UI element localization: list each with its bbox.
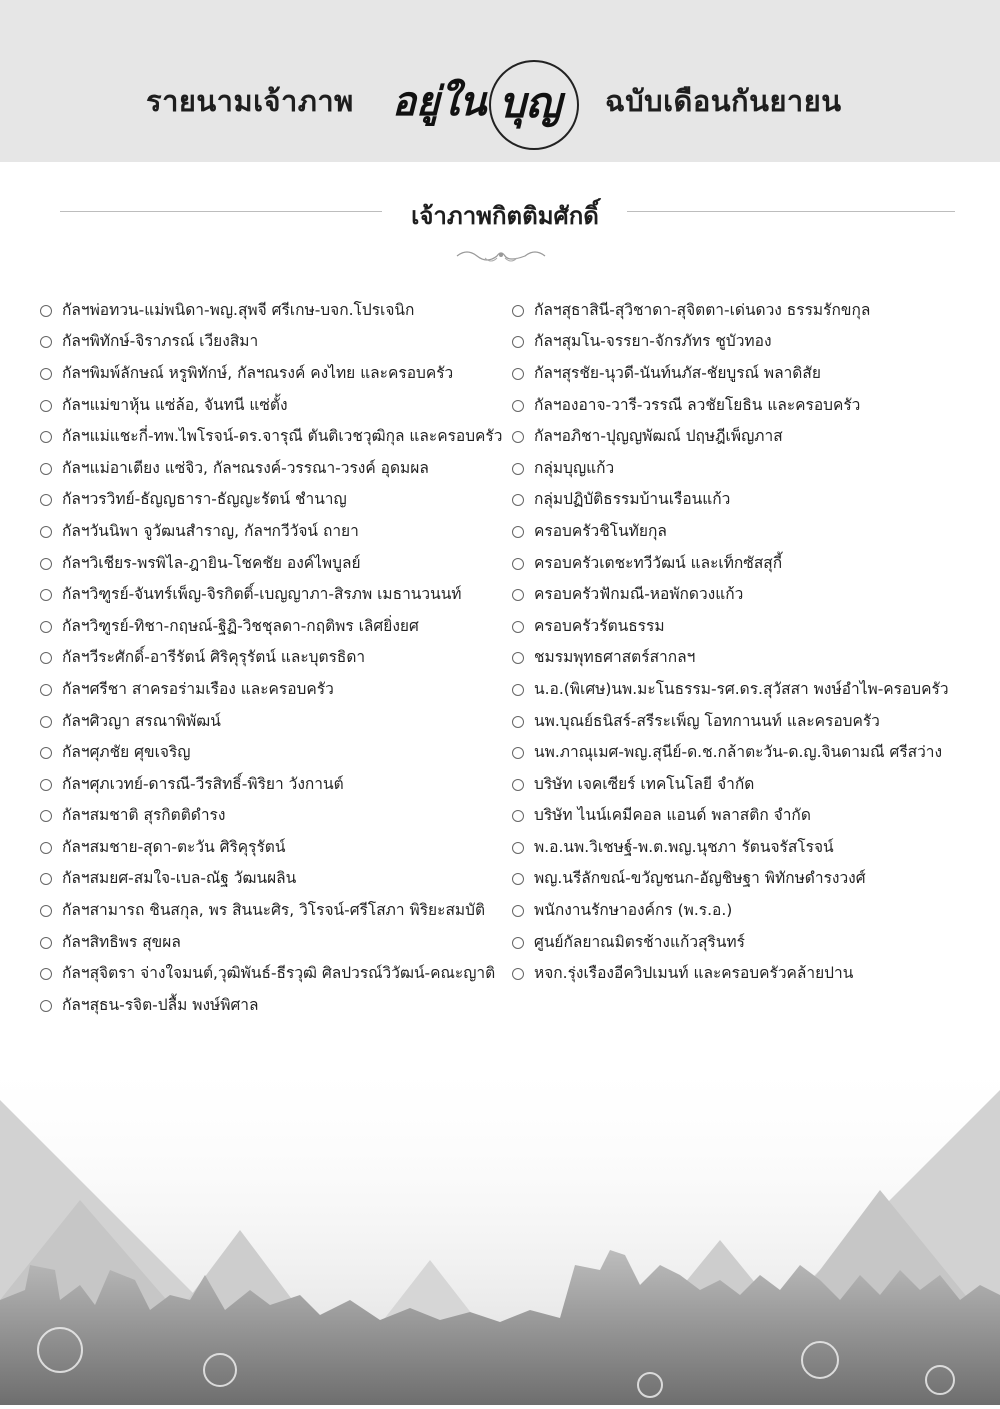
list-item-text: กลุ่มบุญแก้ว xyxy=(534,458,615,477)
list-item xyxy=(512,768,982,800)
bullet-circle-icon xyxy=(40,494,52,506)
bullet-circle-icon xyxy=(40,747,52,759)
list-item-text: กัลฯสมชาย-สุดา-ตะวัน ศิริคุรุรัตน์ xyxy=(62,837,286,856)
list-item-text: กัลฯศรีชา สาครอร่ามเรือง และครอบครัว xyxy=(62,679,334,698)
bullet-circle-icon xyxy=(40,905,52,917)
bullet-circle-icon xyxy=(40,400,52,412)
list-item xyxy=(40,863,510,895)
bullet-circle-icon xyxy=(512,526,524,538)
bullet-circle-icon xyxy=(40,842,52,854)
list-item xyxy=(512,610,982,642)
list-item xyxy=(512,642,982,674)
list-item-text: ศูนย์กัลยาณมิตรช้างแก้วสุรินทร์ xyxy=(534,932,745,951)
bullet-circle-icon xyxy=(40,463,52,475)
list-item-text: กัลฯสุจิตรา จ่างใจมนต์,วุฒิพันธ์-ธีรวุฒิ ศิลปวรณ์วิวัฒน์-คณะญาติ xyxy=(62,964,496,983)
bullet-circle-icon xyxy=(40,526,52,538)
list-item xyxy=(40,642,510,674)
bullet-circle-icon xyxy=(40,716,52,728)
list-item-text: กัลฯวิฑูรย์-ทิชา-กฤษณ์-ฐิฏิ-วิชชุลดา-กฤติพร เลิศยิ่งยศ xyxy=(62,616,419,635)
left-column-list xyxy=(40,294,510,1021)
list-item-text: กัลฯสามารถ ชินสกุล, พร สินนะศิร, วิโรจน์-ศรีโสภา พิริยะสมบัติ xyxy=(62,901,486,920)
header-banner xyxy=(0,0,1000,162)
list-item-text: ชมรมพุทธศาสตร์สากลฯ xyxy=(534,648,696,667)
bullet-circle-icon xyxy=(40,810,52,822)
bullet-circle-icon xyxy=(40,589,52,601)
bullet-circle-icon xyxy=(512,400,524,412)
right-column-list xyxy=(512,294,982,989)
list-item xyxy=(40,768,510,800)
list-item xyxy=(512,326,982,358)
bullet-circle-icon xyxy=(40,652,52,664)
list-item-text: กัลฯศุภเวทย์-ดารณี-วีรสิทธิ์-พิริยา วังกานต์ xyxy=(62,774,344,793)
list-item-text: กลุ่มปฏิบัติธรรมบ้านเรือนแก้ว xyxy=(534,490,731,509)
bullet-circle-icon xyxy=(512,621,524,633)
bullet-circle-icon xyxy=(40,968,52,980)
list-item-text: กัลฯวีระศักดิ์-อารีรัตน์ ศิริคุรุรัตน์ และบุตรธิดา xyxy=(62,648,366,667)
background-illustration xyxy=(0,1050,1000,1405)
bullet-circle-icon xyxy=(512,779,524,791)
list-item-text: นพ.บุณย์ธนิสร์-สรีระเพ็ญ โอทกานนท์ และครอบครัว xyxy=(534,711,880,730)
section-title: เจ้าภาพกิตติมศักดิ์ xyxy=(411,202,599,230)
list-item-text: กัลฯสุธาสินี-สุวิชาดา-สุจิตตา-เด่นดวง ธรรมรักขกุล xyxy=(534,300,871,319)
list-item-text: บริษัท ไนน์เคมีคอล แอนด์ พลาสติก จำกัด xyxy=(534,806,811,825)
list-item-text: น.อ.(พิเศษ)นพ.มะโนธรรม-รศ.ดร.สุวัสสา พงษ์อำไพ-ครอบครัว xyxy=(534,679,949,698)
bullet-circle-icon xyxy=(40,779,52,791)
bullet-circle-icon xyxy=(512,558,524,570)
list-item-text: บริษัท เจคเซียร์ เทคโนโลยี จำกัด xyxy=(534,774,755,793)
list-item xyxy=(512,831,982,863)
bullet-circle-icon xyxy=(40,621,52,633)
list-item xyxy=(512,673,982,705)
list-item xyxy=(40,831,510,863)
bullet-circle-icon xyxy=(512,873,524,885)
list-item xyxy=(40,294,510,326)
list-item xyxy=(40,515,510,547)
bullet-circle-icon xyxy=(40,431,52,443)
bullet-circle-icon xyxy=(512,494,524,506)
bullet-circle-icon xyxy=(512,336,524,348)
divider-right xyxy=(627,211,955,212)
header-title-right: ฉบับเดือนกันยายน xyxy=(605,84,842,118)
bullet-circle-icon xyxy=(512,463,524,475)
bullet-circle-icon xyxy=(512,747,524,759)
list-item-text: นพ.ภาณุเมศ-พญ.สุนีย์-ด.ช.กล้าตะวัน-ด.ญ.จินดามณี ศรีสว่าง xyxy=(534,743,943,762)
list-item xyxy=(512,294,982,326)
bullet-circle-icon xyxy=(40,937,52,949)
list-item xyxy=(512,957,982,989)
list-item-text: กัลฯสุธน-รจิต-ปลื้ม พงษ์พิศาล xyxy=(62,995,259,1014)
bullet-circle-icon xyxy=(512,937,524,949)
list-item xyxy=(40,610,510,642)
list-item-text: ครอบครัวเตชะทวีวัฒน์ และเท็กซัสสุกี้ xyxy=(534,553,783,572)
bullet-circle-icon xyxy=(512,305,524,317)
list-item xyxy=(40,894,510,926)
bullet-circle-icon xyxy=(512,431,524,443)
bullet-circle-icon xyxy=(512,368,524,380)
list-item xyxy=(512,389,982,421)
header-title-left: รายนามเจ้าภาพ xyxy=(146,84,354,118)
logo-graphic xyxy=(386,55,591,155)
list-item-text: กัลฯพิมพ์ลักษณ์ หรูพิทักษ์, กัลฯณรงค์ คงไทย และครอบครัว xyxy=(62,363,454,382)
list-item xyxy=(512,484,982,516)
list-item xyxy=(40,326,510,358)
list-item xyxy=(40,452,510,484)
list-item xyxy=(40,389,510,421)
list-item xyxy=(512,705,982,737)
list-item xyxy=(40,673,510,705)
list-item xyxy=(40,578,510,610)
list-item xyxy=(512,452,982,484)
bullet-circle-icon xyxy=(512,652,524,664)
list-item-text: กัลฯแม่อาเตียง แซ่จิว, กัลฯณรงค์-วรรณา-วรงค์ อุดมผล xyxy=(62,458,429,477)
list-item-text: กัลฯแม่แชะกี่-ทพ.ไพโรจน์-ดร.จารุณี ตันติเวชวุฒิกุล และครอบครัว xyxy=(62,427,503,446)
list-item xyxy=(40,736,510,768)
list-item-text: กัลฯวิเชียร-พรพิไล-ฎายิน-โชคชัย องค์ไพบูลย์ xyxy=(62,553,361,572)
bullet-circle-icon xyxy=(512,842,524,854)
list-item-text: กัลฯพิทักษ์-จิราภรณ์ เวียงสิมา xyxy=(62,332,259,351)
list-item xyxy=(512,800,982,832)
list-item-text: พญ.นรีลักขณ์-ขวัญชนก-อัญชิษฐา พิทักษดำรงวงศ์ xyxy=(534,869,866,888)
list-item-text: กัลฯสุมโน-จรรยา-จักรภัทร ชูบัวทอง xyxy=(534,332,772,351)
list-item xyxy=(40,800,510,832)
list-item xyxy=(512,736,982,768)
list-item xyxy=(40,926,510,958)
list-item xyxy=(40,705,510,737)
list-item-text: กัลฯศิวญา สรณาพิพัฒน์ xyxy=(62,711,221,730)
list-item-text: กัลฯศุภชัย ศุขเจริญ xyxy=(62,743,191,762)
list-item xyxy=(512,894,982,926)
bullet-circle-icon xyxy=(512,589,524,601)
list-item xyxy=(512,547,982,579)
logo xyxy=(386,55,591,155)
list-item xyxy=(512,578,982,610)
list-item-text: กัลฯสมชาติ สุรกิตติดำรง xyxy=(62,806,226,825)
bullet-circle-icon xyxy=(40,336,52,348)
list-item-text: กัลฯพ่อทวน-แม่พนิดา-พญ.สุพจี ศรีเกษ-บจก.โปรเจนิก xyxy=(62,300,415,319)
list-item-text: กัลฯวิฑูรย์-จันทร์เพ็ญ-จิรกิตติ์-เบญญาภา-สิรภพ เมธานวนนท์ xyxy=(62,585,462,604)
list-item-text: ครอบครัวฟักมณี-หอพักดวงแก้ว xyxy=(534,585,744,604)
bullet-circle-icon xyxy=(40,873,52,885)
list-item-text: พ.อ.นพ.วิเชษฐ์-พ.ต.พญ.นุชภา รัตนจรัสโรจน์ xyxy=(534,837,834,856)
bullet-circle-icon xyxy=(40,305,52,317)
list-item xyxy=(40,547,510,579)
logo-text-right: บุญ xyxy=(499,81,562,127)
bullet-circle-icon xyxy=(40,368,52,380)
list-item-text: ครอบครัวชิโนทัยกุล xyxy=(534,521,667,540)
list-item xyxy=(512,926,982,958)
list-item xyxy=(512,863,982,895)
list-item-text: กัลฯองอาจ-วารี-วรรณี ลวชัยโยธิน และครอบครัว xyxy=(534,395,861,414)
list-item-text: กัลฯสมยศ-สมใจ-เบล-ณัฐ วัฒนผลิน xyxy=(62,869,297,888)
bullet-circle-icon xyxy=(40,558,52,570)
bullet-circle-icon xyxy=(512,905,524,917)
list-item-text: หจก.รุ่งเรืองอีควิปเมนท์ และครอบครัวคล้ายปาน xyxy=(534,964,854,983)
bullet-circle-icon xyxy=(40,1000,52,1012)
divider-left xyxy=(60,211,382,212)
flourish-ornament xyxy=(455,246,547,266)
list-item-text: กัลฯวันนิพา จูวัฒนสำราญ, กัลฯกวีวัจน์ ถายา xyxy=(62,521,359,540)
list-item xyxy=(40,357,510,389)
bullet-circle-icon xyxy=(512,716,524,728)
list-item xyxy=(40,957,510,989)
section-heading xyxy=(60,196,955,230)
list-item xyxy=(512,515,982,547)
list-item xyxy=(512,357,982,389)
list-item-text: ครอบครัวรัตนธรรม xyxy=(534,616,665,635)
list-item xyxy=(40,989,510,1021)
bullet-circle-icon xyxy=(40,684,52,696)
bullet-circle-icon xyxy=(512,684,524,696)
list-item-text: กัลฯวรวิทย์-ธัญญธารา-ธัญญะรัตน์ ชำนาญ xyxy=(62,490,347,509)
logo-text-left: อยู่ใน xyxy=(392,79,487,124)
list-item-text: พนักงานรักษาองค์กร (พ.ร.อ.) xyxy=(534,901,733,920)
list-item xyxy=(40,420,510,452)
list-item-text: กัลฯอภิชา-ปุญญพัฒณ์ ปฤษฎีเพ็ญภาส xyxy=(534,427,783,446)
list-item-text: กัลฯสุรชัย-นุวดี-นันท์นภัส-ชัยบูรณ์ พลาดิสัย xyxy=(534,363,821,382)
bullet-circle-icon xyxy=(512,810,524,822)
list-item xyxy=(40,484,510,516)
list-item-text: กัลฯสิทธิพร สุขผล xyxy=(62,932,181,951)
bullet-circle-icon xyxy=(512,968,524,980)
list-item-text: กัลฯแม่ขาหุ้น แซ่ล้อ, จันทนี แซ่ตั้ง xyxy=(62,395,288,414)
list-item xyxy=(512,420,982,452)
